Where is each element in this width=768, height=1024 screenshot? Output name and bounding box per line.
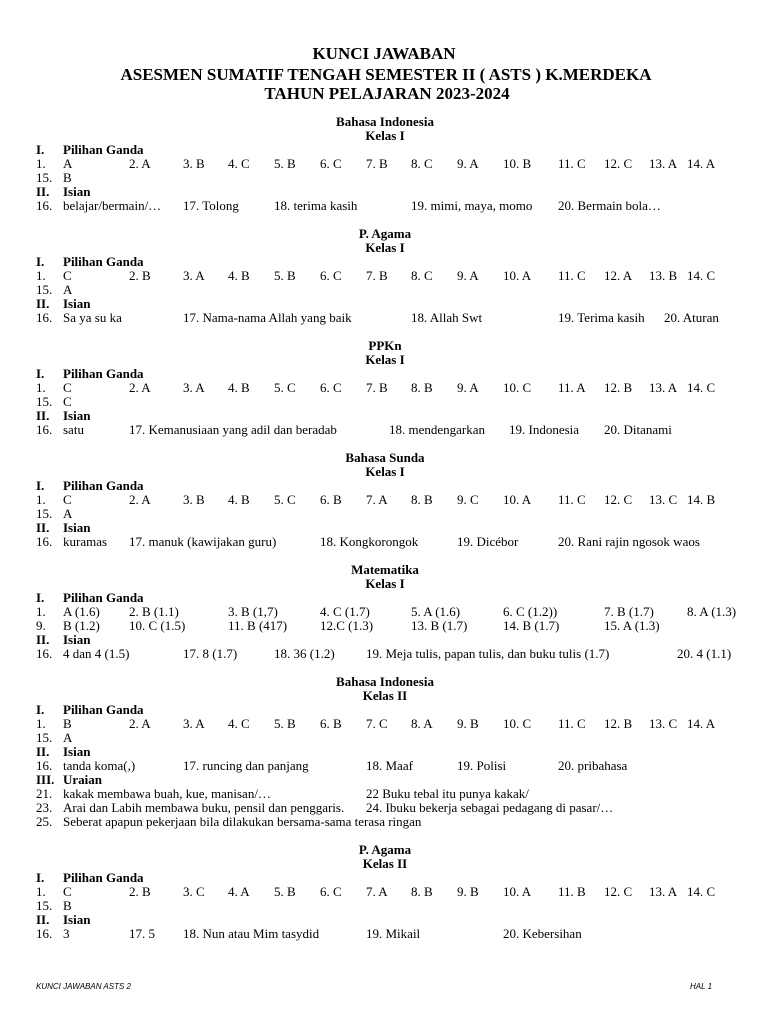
answer-cell: 4. C (1.7) [320,604,370,619]
pg-number: I. [36,366,45,381]
answer-cell: 5. B [274,268,296,283]
answer-cell: 12. A [604,268,633,283]
isian-number: II. [36,184,50,199]
section-class: Kelas II [362,856,408,871]
answer-cell: 10. A [503,492,532,507]
section-subject: Bahasa Indonesia [336,114,434,129]
isian-answer: 16. [36,198,53,213]
answer-cell: 5. B [274,156,296,171]
pg-label: Pilihan Ganda [63,870,144,885]
answer-cell: 6. B [320,492,342,507]
isian-label: Isian [63,408,91,423]
isian-number: II. [36,520,50,535]
isian-answer: 18. Kongkorongok [320,534,419,549]
section-class: Kelas II [362,688,408,703]
isian-answer: 20. 4 (1.1) [677,646,732,661]
isian-answer: 20. Aturan [664,310,719,325]
answer-cell: C [63,492,72,507]
answer-cell: 4. B [228,380,250,395]
isian-answer: 20. Kebersihan [503,926,582,941]
answer-cell: 2. B (1.1) [129,604,179,619]
answer-cell: 4. B [228,268,250,283]
isian-answer: 16. [36,534,53,549]
section-subject: P. Agama [358,842,412,857]
uraian-answer: Seberat apapun pekerjaan bila dilakukan bersama-sama terasa ringan [63,814,422,829]
answer-cell: 6. C (1.2)) [503,604,558,619]
answer-cell: 7. C [366,716,388,731]
answer-cell: 11. B [558,884,586,899]
pg-label: Pilihan Ganda [63,142,144,157]
answer-cell: 12. C [604,492,633,507]
answer-cell: 3. B [183,156,205,171]
answer-cell: 6. C [320,884,342,899]
answer-cell: 12. B [604,716,633,731]
isian-number: II. [36,632,50,647]
isian-answer: 20. pribahasa [558,758,628,773]
answer-cell: 3. C [183,884,205,899]
isian-answer: 16. [36,422,53,437]
answer-cell: 9. A [457,156,479,171]
answer-cell: 8. A (1.3) [687,604,737,619]
isian-answer: 17. 5 [129,926,155,941]
answer-cell: 14. C [687,884,716,899]
answer-cell: C [63,268,72,283]
footer-page: HAL 1 [690,982,713,991]
uraian-answer: kakak membawa buah, kue, manisan/… [63,786,271,801]
answer-cell: 14. C [687,380,716,395]
answer-cell: 2. B [129,268,151,283]
section-subject: Bahasa Sunda [345,450,425,465]
answer-cell: 14. B (1.7) [503,618,560,633]
answer-cell: 5. C [274,380,296,395]
answer-cell: 12. C [604,156,633,171]
pg-number: I. [36,254,45,269]
uraian-answer: Arai dan Labih membawa buku, pensil dan penggaris. [63,800,345,815]
isian-number: II. [36,408,50,423]
isian-answer: 18. Allah Swt [411,310,483,325]
isian-answer: 19. Dicébor [457,534,519,549]
answer-cell: 13. A [649,380,678,395]
answer-cell: A [63,156,73,171]
answer-cell: 10. C [503,716,532,731]
answer-cell: 8. C [411,156,433,171]
uraian-label: Uraian [63,772,102,787]
section-subject: PPKn [368,338,402,353]
answer-cell: 11. B (417) [228,618,288,633]
answer-cell: 15. [36,170,53,185]
pg-label: Pilihan Ganda [63,254,144,269]
answer-cell: 15. A (1.3) [604,618,660,633]
answer-cell: 3. A [183,268,205,283]
isian-answer: 17. runcing dan panjang [183,758,309,773]
doc-title: KUNCI JAWABAN [312,44,456,63]
isian-number: II. [36,744,50,759]
answer-cell: 12. B [604,380,633,395]
isian-answer: 4 dan 4 (1.5) [63,646,130,661]
answer-cell: 9. A [457,268,479,283]
answer-cell: B [63,170,72,185]
answer-cell: 15. [36,282,53,297]
answer-cell: 8. C [411,268,433,283]
answer-cell: C [63,884,72,899]
answer-cell: 15. [36,394,53,409]
answer-cell: 9. [36,618,46,633]
section-class: Kelas I [365,352,405,367]
isian-label: Isian [63,296,91,311]
answer-cell: A [63,506,73,521]
pg-number: I. [36,590,45,605]
answer-cell: 11. C [558,156,586,171]
answer-cell: 9. B [457,884,479,899]
isian-answer: 17. Tolong [183,198,239,213]
isian-answer: 19. Polisi [457,758,507,773]
isian-answer: 17. manuk (kawijakan guru) [129,534,277,549]
isian-answer: 16. [36,646,53,661]
answer-cell: 5. B [274,884,296,899]
answer-cell: 1. [36,604,46,619]
answer-cell: C [63,394,72,409]
answer-cell: B [63,898,72,913]
answer-cell: 4. C [228,716,250,731]
answer-cell: 4. B [228,492,250,507]
isian-number: II. [36,296,50,311]
answer-cell: 2. A [129,492,151,507]
answer-cell: 6. B [320,716,342,731]
answer-cell: 5. A (1.6) [411,604,461,619]
answer-cell: 13. B (1.7) [411,618,468,633]
isian-answer: 19. Mikail [366,926,421,941]
answer-cell: 11. C [558,716,586,731]
pg-number: I. [36,870,45,885]
answer-cell: 1. [36,156,46,171]
answer-cell: 8. B [411,492,433,507]
answer-cell: 7. A [366,884,388,899]
pg-label: Pilihan Ganda [63,702,144,717]
isian-label: Isian [63,520,91,535]
answer-cell: 15. [36,730,53,745]
answer-cell: A (1.6) [63,604,100,619]
pg-label: Pilihan Ganda [63,590,144,605]
answer-cell: 14. B [687,492,716,507]
isian-answer: 18. Nun atau Mim tasydid [183,926,320,941]
isian-answer: 18. terima kasih [274,198,358,213]
pg-number: I. [36,142,45,157]
isian-answer: 19. Meja tulis, papan tulis, dan buku tulis (1.7) [366,646,610,661]
answer-cell: 15. [36,898,53,913]
answer-cell: 13. C [649,492,678,507]
answer-cell: 4. C [228,156,250,171]
answer-cell: 14. A [687,156,716,171]
pg-label: Pilihan Ganda [63,478,144,493]
section-subject: Matematika [351,562,419,577]
isian-answer: 20. Ditanami [604,422,672,437]
answer-cell: 14. C [687,268,716,283]
answer-cell: 2. A [129,716,151,731]
answer-cell: 14. A [687,716,716,731]
answer-cell: 3. A [183,380,205,395]
answer-cell: 1. [36,380,46,395]
answer-cell: 9. B [457,716,479,731]
answer-cell: 10. A [503,884,532,899]
answer-cell: 6. C [320,268,342,283]
isian-label: Isian [63,912,91,927]
isian-answer: 19. Indonesia [509,422,580,437]
section-subject: Bahasa Indonesia [336,674,434,689]
answer-cell: A [63,282,73,297]
answer-cell: 13. A [649,884,678,899]
answer-cell: 10. A [503,268,532,283]
section-subject: P. Agama [358,226,412,241]
answer-cell: 1. [36,492,46,507]
isian-answer: 16. [36,926,53,941]
answer-cell: B (1.2) [63,618,100,633]
pg-number: I. [36,702,45,717]
isian-answer: 16. [36,310,53,325]
isian-answer: 17. Kemanusiaan yang adil dan beradab [129,422,337,437]
answer-cell: 7. B [366,268,388,283]
section-class: Kelas I [365,464,405,479]
section-class: Kelas I [365,128,405,143]
doc-year: TAHUN PELAJARAN 2023-2024 [264,84,510,103]
isian-answer: tanda koma(,) [63,758,136,773]
uraian-answer: 22 Buku tebal itu punya kakak/ [366,786,529,801]
pg-label: Pilihan Ganda [63,366,144,381]
answer-cell: 15. [36,506,53,521]
uraian-answer: 23. [36,800,53,815]
pg-number: I. [36,478,45,493]
answer-cell: 5. C [274,492,296,507]
footer-left: KUNCI JAWABAN ASTS 2 [36,982,131,991]
answer-cell: 5. B [274,716,296,731]
doc-subtitle: ASESMEN SUMATIF TENGAH SEMESTER II ( ASTS ) K.MERDEKA [120,65,652,84]
answer-cell: 6. C [320,156,342,171]
answer-cell: 8. B [411,380,433,395]
isian-answer: 18. mendengarkan [389,422,486,437]
answer-cell: 7. B (1.7) [604,604,654,619]
uraian-number: III. [36,772,55,787]
answer-cell: 7. B [366,380,388,395]
answer-cell: 13. B [649,268,678,283]
section-class: Kelas I [365,240,405,255]
isian-answer: 18. Maaf [366,758,413,773]
isian-answer: 19. mimi, maya, momo [411,198,533,213]
answer-cell: C [63,380,72,395]
answer-cell: 13. A [649,156,678,171]
isian-answer: 17. 8 (1.7) [183,646,238,661]
answer-cell: 11. A [558,380,586,395]
isian-answer: 3 [63,926,70,941]
answer-cell: 12. C [604,884,633,899]
answer-cell: 12.C (1.3) [320,618,374,633]
answer-cell: B [63,716,72,731]
answer-cell: 6. C [320,380,342,395]
isian-answer: 20. Rani rajin ngosok waos [558,534,700,549]
answer-cell: 1. [36,716,46,731]
answer-cell: 2. A [129,156,151,171]
answer-cell: 9. C [457,492,479,507]
answer-cell: 10. C (1.5) [129,618,186,633]
isian-answer: 16. [36,758,53,773]
isian-answer: 17. Nama-nama Allah yang baik [183,310,352,325]
answer-cell: 7. B [366,156,388,171]
isian-label: Isian [63,632,91,647]
answer-cell: 4. A [228,884,250,899]
answer-cell: 8. A [411,716,433,731]
uraian-answer: 21. [36,786,53,801]
isian-label: Isian [63,184,91,199]
isian-number: II. [36,912,50,927]
isian-answer: satu [63,422,84,437]
answer-cell: 11. C [558,268,586,283]
answer-cell: 2. A [129,380,151,395]
uraian-answer: 25. [36,814,53,829]
answer-cell: A [63,730,73,745]
answer-cell: 10. B [503,156,532,171]
section-class: Kelas I [365,576,405,591]
answer-cell: 8. B [411,884,433,899]
isian-answer: kuramas [63,534,108,549]
answer-cell: 3. B (1,7) [228,604,278,619]
answer-cell: 13. C [649,716,678,731]
answer-cell: 3. A [183,716,205,731]
isian-answer: Sa ya su ka [63,310,122,325]
answer-cell: 3. B [183,492,205,507]
answer-cell: 9. A [457,380,479,395]
answer-cell: 2. B [129,884,151,899]
isian-label: Isian [63,744,91,759]
isian-answer: belajar/bermain/… [63,198,162,213]
answer-cell: 11. C [558,492,586,507]
isian-answer: 18. 36 (1.2) [274,646,335,661]
answer-cell: 10. C [503,380,532,395]
isian-answer: 19. Terima kasih [558,310,645,325]
isian-answer: 20. Bermain bola… [558,198,661,213]
answer-cell: 7. A [366,492,388,507]
uraian-answer: 24. Ibuku bekerja sebagai pedagang di pasar/… [366,800,614,815]
answer-cell: 1. [36,268,46,283]
answer-cell: 1. [36,884,46,899]
